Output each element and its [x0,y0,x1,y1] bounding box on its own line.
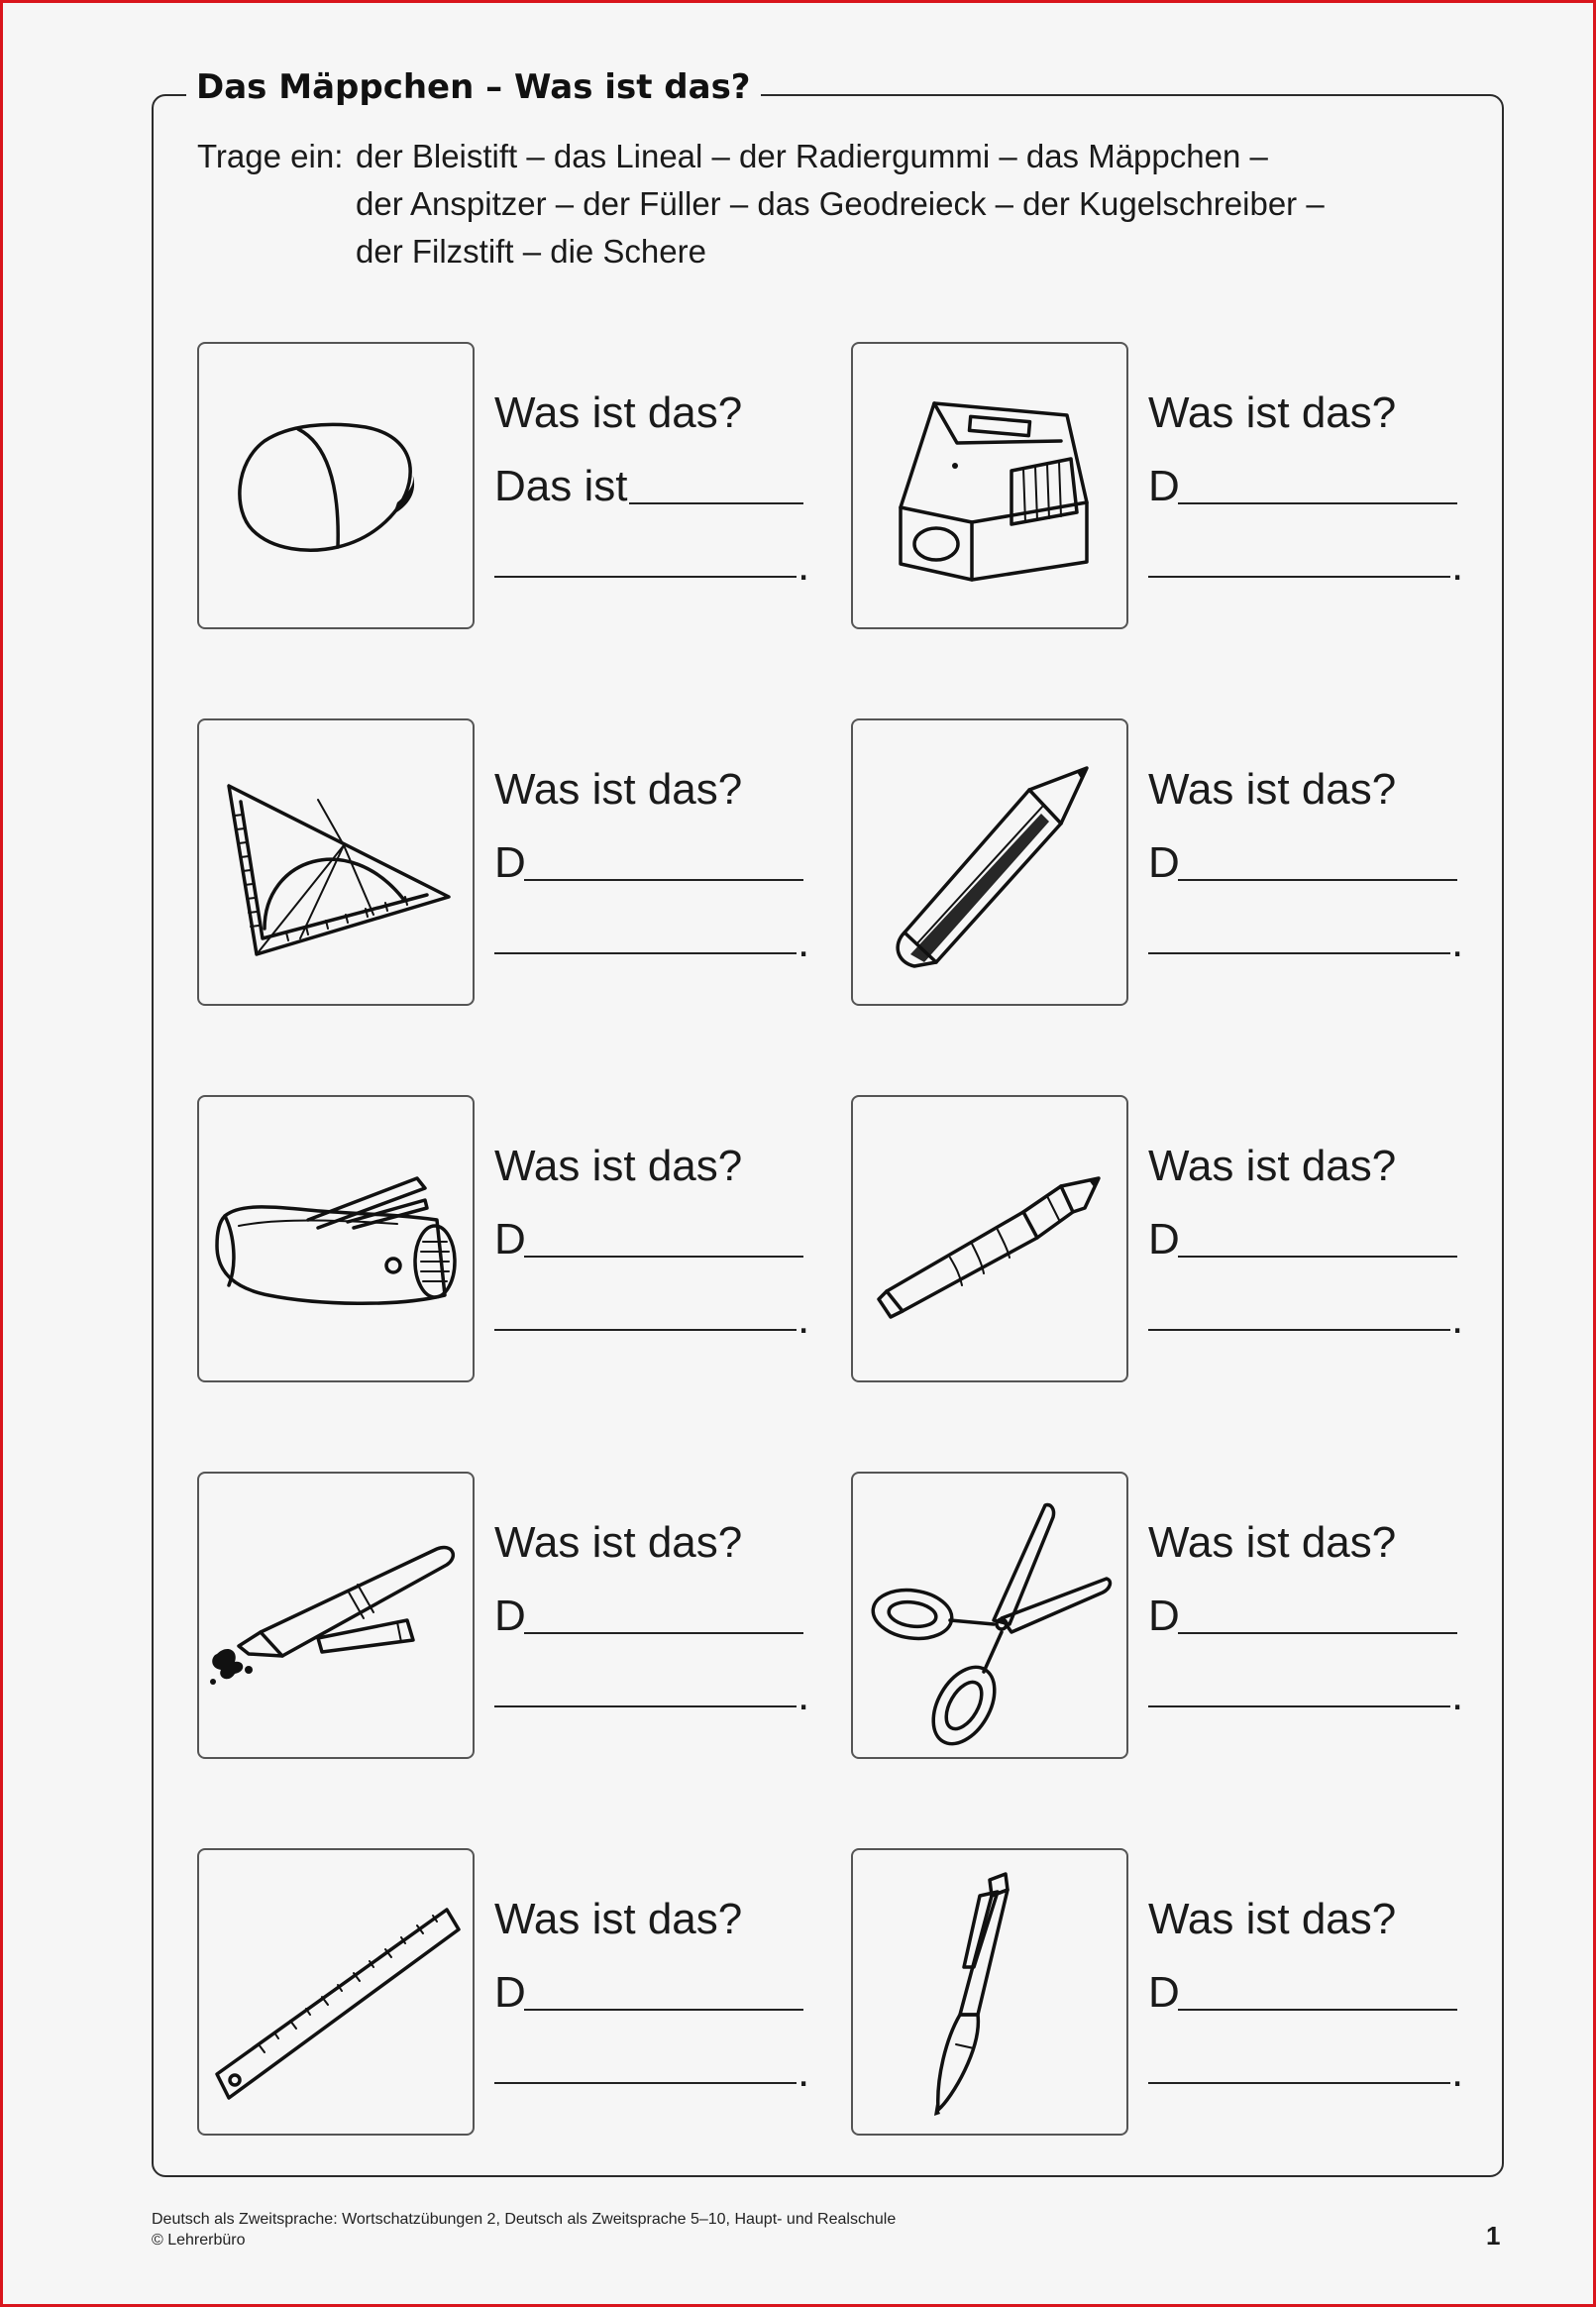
answer-prefix: D [494,838,526,887]
question-text: Was ist das? [494,1518,743,1567]
period-mark: . [798,1294,810,1343]
exercise-card [197,342,831,629]
answer-line[interactable] [1178,879,1457,881]
instruction-label: Trage ein: [197,138,344,174]
exercise-card [851,1848,1485,2136]
period-mark: . [1451,918,1464,966]
question-text: Was ist das? [494,765,743,814]
answer-line[interactable] [1178,1256,1457,1258]
picture-box [197,718,475,1006]
answer-line[interactable] [1178,1632,1457,1634]
answer-line[interactable] [1178,2009,1457,2011]
answer-line[interactable] [1148,2082,1450,2084]
exercise-card [197,718,831,1006]
picture-box [851,1095,1128,1382]
question-text: Was ist das? [1148,388,1397,437]
answer-prefix: D [1148,1968,1180,2017]
pencil-case-icon [199,1097,473,1380]
page-title: Das Mäppchen – Was ist das? [186,59,761,115]
scissors-icon [853,1474,1126,1757]
period-mark: . [1451,1671,1464,1719]
picture-box [197,1472,475,1759]
exercise-card [851,1472,1485,1759]
picture-box [197,1095,475,1382]
period-mark: . [798,918,810,966]
picture-box [197,342,475,629]
answer-line[interactable] [1178,502,1457,504]
footer-line: Deutsch als Zweitsprache: Wortschatzübungen 2, Deutsch als Zweitsprache 5–10, Haupt- und Realschule [152,2211,897,2228]
picture-box [197,1848,475,2136]
fountain-pen-icon [199,1474,473,1757]
word-bank-line: der Filzstift – die Schere [356,233,706,270]
answer-line[interactable] [524,2009,803,2011]
answer-prefix: D [494,1592,526,1640]
picture-box [851,718,1128,1006]
answer-prefix: Das ist [494,462,628,510]
set-square-icon [199,720,473,1004]
answer-line[interactable] [524,1632,803,1634]
footer-source [152,2209,896,2251]
question-text: Was ist das? [1148,1518,1397,1567]
period-mark: . [798,1671,810,1719]
answer-prefix: D [1148,462,1180,510]
period-mark: . [1451,1294,1464,1343]
ballpoint-pen-icon [853,1850,1126,2134]
picture-box [851,1848,1128,2136]
answer-prefix: D [1148,1592,1180,1640]
period-mark: . [1451,2047,1464,2096]
answer-line[interactable] [1148,1705,1450,1707]
footer-copyright: © Lehrerbüro [152,2232,246,2249]
question-text: Was ist das? [494,1895,743,1943]
sharpener-icon [853,344,1126,627]
answer-line[interactable] [524,1256,803,1258]
question-text: Was ist das? [1148,1895,1397,1943]
answer-line[interactable] [494,952,797,954]
picture-box [851,342,1128,629]
answer-prefix: D [494,1215,526,1263]
answer-line[interactable] [494,1705,797,1707]
period-mark: . [798,2047,810,2096]
exercise-card [197,1095,831,1382]
answer-prefix: D [1148,838,1180,887]
exercise-card [851,718,1485,1006]
answer-prefix: D [1148,1215,1180,1263]
question-text: Was ist das? [1148,765,1397,814]
felt-tip-pen-icon [853,1097,1126,1380]
period-mark: . [1451,541,1464,590]
exercise-card [197,1472,831,1759]
word-bank [356,133,1325,275]
answer-line[interactable] [494,576,797,578]
ruler-icon [199,1850,473,2134]
exercise-card [851,342,1485,629]
answer-line[interactable] [1148,952,1450,954]
word-bank-line: der Anspitzer – der Füller – das Geodreieck – der Kugelschreiber – [356,185,1325,222]
answer-prefix: D [494,1968,526,2017]
exercise-card [197,1848,831,2136]
page-number: 1 [1486,2221,1501,2251]
answer-line[interactable] [494,2082,797,2084]
picture-box [851,1472,1128,1759]
answer-line[interactable] [494,1329,797,1331]
question-text: Was ist das? [494,1142,743,1190]
answer-line[interactable] [629,502,803,504]
pencil-icon [853,720,1126,1004]
word-bank-line: der Bleistift – das Lineal – der Radiergummi – das Mäppchen – [356,138,1268,174]
answer-line[interactable] [524,879,803,881]
eraser-icon [199,344,473,627]
answer-line[interactable] [1148,576,1450,578]
exercise-card [851,1095,1485,1382]
question-text: Was ist das? [1148,1142,1397,1190]
question-text: Was ist das? [494,388,743,437]
period-mark: . [798,541,810,590]
answer-line[interactable] [1148,1329,1450,1331]
